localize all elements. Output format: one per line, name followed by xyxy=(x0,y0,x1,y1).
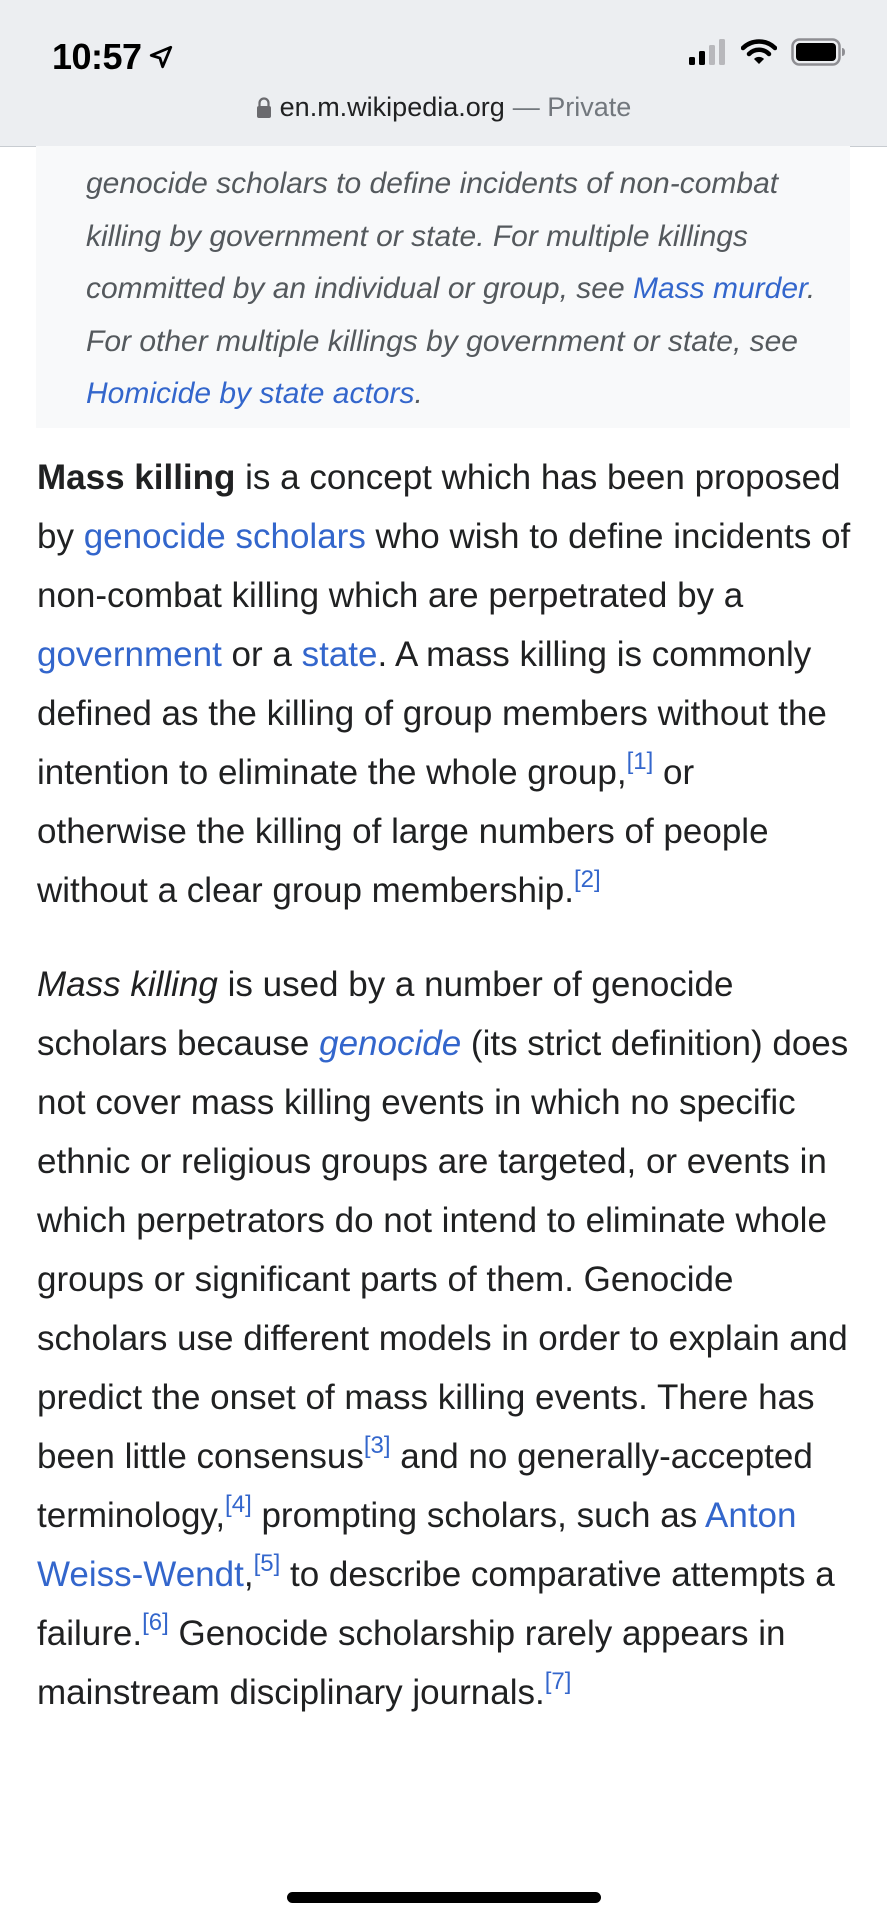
text: Genocide scholarship rarely appears in mainstream disciplinary journals. xyxy=(37,1614,786,1712)
link-genocide-scholars[interactable]: genocide scholars xyxy=(83,517,366,556)
link-mass-murder[interactable]: Mass murder xyxy=(632,272,807,305)
term-mass-killing: Mass killing xyxy=(37,458,236,497)
status-time xyxy=(52,36,174,78)
paragraph-second xyxy=(37,955,852,1722)
citation-6[interactable]: [6] xyxy=(142,1609,169,1637)
paragraph-intro xyxy=(37,448,852,920)
address-bar[interactable] xyxy=(0,92,887,123)
citation-5[interactable]: [5] xyxy=(253,1550,281,1578)
home-indicator[interactable] xyxy=(287,1892,601,1903)
text: or a xyxy=(221,635,302,674)
hatnote-text-part: . xyxy=(414,377,423,410)
link-government[interactable]: government xyxy=(37,635,222,674)
text: . A mass killing is commonly defined as the killing of group members without the intention to eliminate the whole group, xyxy=(37,635,827,792)
hatnote xyxy=(36,146,850,428)
link-state[interactable]: state xyxy=(301,635,378,674)
cellular-signal-icon xyxy=(689,39,727,65)
hatnote-text-part: . For other multiple killings by government or state, see xyxy=(86,272,816,358)
text: and no generally-accepted terminology, xyxy=(37,1437,813,1535)
text: prompting scholars, such as xyxy=(251,1496,706,1535)
text: is used by a number of genocide scholars because xyxy=(37,965,734,1063)
citation-4[interactable]: [4] xyxy=(225,1491,252,1519)
citation-7[interactable]: [7] xyxy=(544,1668,572,1696)
wifi-icon xyxy=(741,38,777,66)
citation-3[interactable]: [3] xyxy=(363,1432,391,1460)
status-icons xyxy=(689,38,847,66)
text: , xyxy=(243,1555,254,1594)
text: to describe comparative attempts a failure. xyxy=(37,1555,835,1653)
article-body xyxy=(37,448,852,1757)
status-bar xyxy=(0,0,887,147)
hatnote-text-part: genocide scholars to define incidents of non-combat killing by government or state. For multiple killings committed by an individual or group, see xyxy=(86,167,779,305)
term-mass-killing-italic: Mass killing xyxy=(37,965,218,1004)
time-label: 10:57 xyxy=(52,36,142,77)
private-label: — Private xyxy=(512,92,632,122)
url-text: en.m.wikipedia.org xyxy=(279,92,505,122)
hatnote-text xyxy=(86,158,828,421)
text: or otherwise the killing of large numbers of people without a clear group membership. xyxy=(37,753,769,910)
link-anton-weiss-wendt[interactable]: Anton Weiss-Wendt xyxy=(37,1496,797,1594)
citation-1[interactable]: [1] xyxy=(626,748,654,776)
citation-2[interactable]: [2] xyxy=(573,866,601,894)
battery-icon xyxy=(791,38,847,66)
text: is a concept which has been proposed by xyxy=(37,458,841,556)
text: who wish to define incidents of non-combat killing which are perpetrated by a xyxy=(37,517,851,615)
location-arrow-icon xyxy=(148,44,174,70)
link-genocide[interactable]: genocide xyxy=(319,1024,462,1063)
text: (its strict definition) does not cover mass killing events in which no specific ethnic or religious groups are targeted, or events in which perpetrators do not intend to eliminate whole groups or significant parts of them. Genocide scholars use different models in order to explain and predict the onset of mass killing events. There has been little consensus xyxy=(37,1024,849,1476)
link-homicide-by-state-actors[interactable]: Homicide by state actors xyxy=(86,377,415,410)
lock-icon xyxy=(256,97,272,119)
